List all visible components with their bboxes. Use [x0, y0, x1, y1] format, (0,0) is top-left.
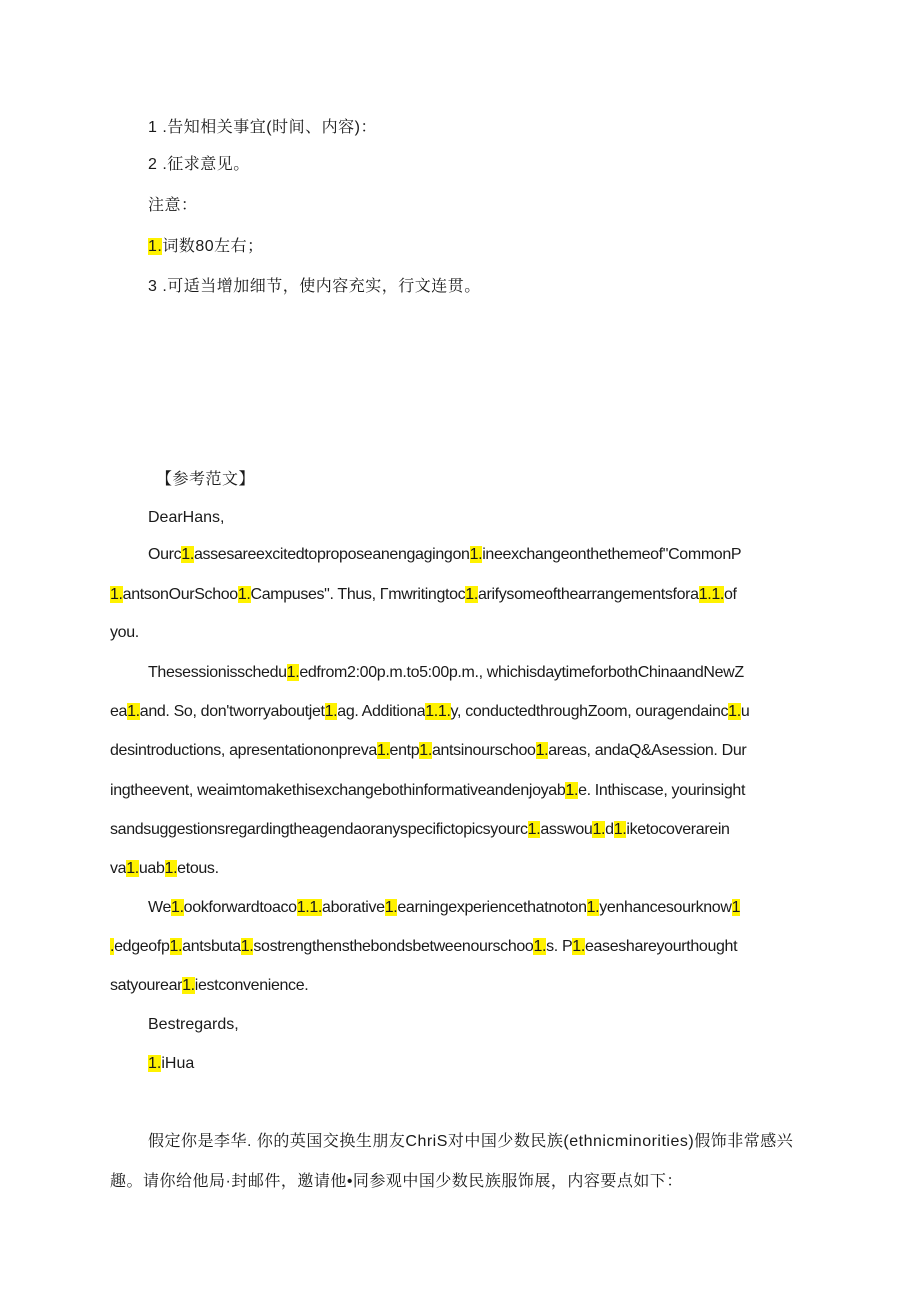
essay-text: Ourc: [148, 546, 182, 563]
essay-text: antsinourschoo: [431, 742, 536, 759]
essay-text: earningexperiencethatnoton: [397, 899, 587, 916]
essay-text: you.: [110, 624, 139, 641]
essay-text: uab: [138, 860, 165, 877]
highlight-mark: 1.: [419, 742, 432, 759]
highlight-mark: 1.: [384, 899, 398, 916]
sample-heading: 【参考范文】: [156, 471, 256, 488]
essay-text: of: [723, 586, 737, 603]
essay-text: desintroductions, apresentationonpreva: [110, 742, 377, 759]
essay-line: [110, 860, 219, 878]
essay-text: areas, andaQ&Asession. Dur: [548, 742, 747, 759]
highlight-mark: 1.: [565, 782, 579, 799]
next-task-line-1: 假定你是李华. 你的英国交换生朋友ChriS对中国少数民族(ethnicminorities)假饰非常感兴: [148, 1133, 794, 1150]
highlight-mark: 1.: [126, 860, 139, 877]
essay-text: arifysomeofthearrangementsfora: [477, 586, 699, 603]
essay-text: ea: [110, 703, 128, 720]
highlight-mark: 1.: [237, 586, 251, 603]
essay-text: edgeofp: [114, 938, 170, 955]
highlight-mark: 1.: [182, 977, 195, 994]
essay-text: Thesessionisschedu: [148, 664, 287, 681]
essay-text: sostrengthensthebondsbetweenourschoo: [253, 938, 534, 955]
highlight-mark: 1.: [469, 546, 483, 563]
note-item-1: [148, 233, 264, 256]
highlight-mark: 1.: [533, 938, 547, 955]
highlight-mark: 1.: [535, 742, 549, 759]
highlight-mark: 1.: [324, 703, 338, 720]
essay-text: yenhancesourknow: [599, 899, 732, 916]
highlight-mark: 1.: [572, 938, 585, 955]
highlight-mark: 1.: [171, 899, 184, 916]
highlight-mark: 1.1.: [425, 703, 451, 720]
essay-text: va: [110, 860, 127, 877]
essay-text: ookforwardtoaco: [183, 899, 297, 916]
highlight-mark: 1.: [527, 821, 541, 838]
essay-text: ineexchangeonthethemeof"CommonP: [482, 546, 742, 563]
requirement-item-1: 1 .告知相关事宜(时间、内容)：: [148, 119, 377, 136]
highlight-mark: 1.1.: [296, 899, 323, 916]
highlight-mark: 1.: [286, 664, 300, 681]
essay-text: s. P: [546, 938, 573, 955]
highlight-mark: 1.: [148, 1055, 162, 1072]
highlight-mark: 1.: [240, 938, 254, 955]
essay-text: aborative: [322, 899, 385, 916]
essay-line: [110, 977, 308, 995]
next-task-line-2: 趣。请你给他局·封邮件，邀请他•同参观中国少数民族服饰展，内容要点如下：: [110, 1173, 683, 1190]
essay-line: [110, 938, 737, 956]
highlight-mark: 1.: [592, 821, 606, 838]
essay-text: u: [740, 703, 750, 720]
essay-text: asswou: [540, 821, 593, 838]
note-item-1-text: 词数80左右；: [162, 238, 264, 255]
highlight-mark: .: [110, 938, 115, 955]
essay-line: [110, 782, 745, 800]
essay-text: Campuses". Thus, Γmwritingtoc: [250, 586, 466, 603]
essay-text: iestconvenience.: [194, 977, 309, 994]
essay-text: ag. Additiona: [337, 703, 426, 720]
highlight-mark: 1.: [127, 703, 140, 720]
essay-line: [110, 624, 139, 642]
essay-text: ingtheevent, weaimtomakethisexchangebothinformativeandenjoyab: [110, 782, 566, 799]
highlight-mark: 1.: [169, 938, 183, 955]
essay-line: [110, 703, 749, 721]
highlight-mark: 1.: [148, 238, 163, 255]
essay-text: e. Inthiscase, yourinsight: [578, 782, 746, 799]
highlight-mark: 1.: [164, 860, 178, 877]
essay-text: and. So, don'tworryaboutjet: [139, 703, 325, 720]
essay-text: sandsuggestionsregardingtheagendaoranyspecifictopicsyourc: [110, 821, 528, 838]
essay-text: antsbuta: [182, 938, 241, 955]
essay-line: [110, 742, 746, 760]
highlight-mark: 1.: [376, 742, 390, 759]
signature: [148, 1055, 194, 1073]
essay-text: assesareexcitedtoproposeanengagingon: [193, 546, 470, 563]
highlight-mark: 1.: [613, 821, 627, 838]
essay-text: etous.: [177, 860, 219, 877]
essay-text: edfrom2:00p.m.to5:00p.m., whichisdaytimeforbothChinaandNewZ: [299, 664, 744, 681]
essay-text: iketocoverarein: [626, 821, 730, 838]
essay-text: entp: [389, 742, 420, 759]
highlight-mark: 1: [731, 899, 741, 916]
essay-text: antsonOurSchoo: [122, 586, 238, 603]
highlight-mark: 1.: [728, 703, 741, 720]
essay-line: [110, 586, 737, 604]
highlight-mark: 1.: [110, 586, 123, 603]
highlight-mark: 1.1.: [698, 586, 724, 603]
essay-line: [148, 546, 741, 564]
highlight-mark: 1.: [586, 899, 600, 916]
essay-text: d: [605, 821, 614, 838]
requirement-item-2: 2 .征求意见。: [148, 156, 250, 173]
highlight-mark: 1.: [465, 586, 478, 603]
signature-text: iHua: [161, 1055, 195, 1072]
essay-line: [148, 664, 744, 682]
essay-text: We: [148, 899, 172, 916]
essay-text: easeshareyourthought: [584, 938, 738, 955]
essay-line: [148, 899, 740, 917]
essay-text: satyourear: [110, 977, 183, 994]
essay-line: [110, 821, 730, 839]
highlight-mark: 1.: [181, 546, 194, 563]
notes-heading: 注意：: [148, 197, 198, 214]
note-item-3: 3 .可适当增加细节，使内容充实，行文连贯。: [148, 278, 481, 295]
salutation: DearHans,: [148, 509, 225, 526]
essay-text: y, conductedthroughZoom, ouragendainc: [450, 703, 729, 720]
closing: Bestregards,: [148, 1016, 239, 1033]
